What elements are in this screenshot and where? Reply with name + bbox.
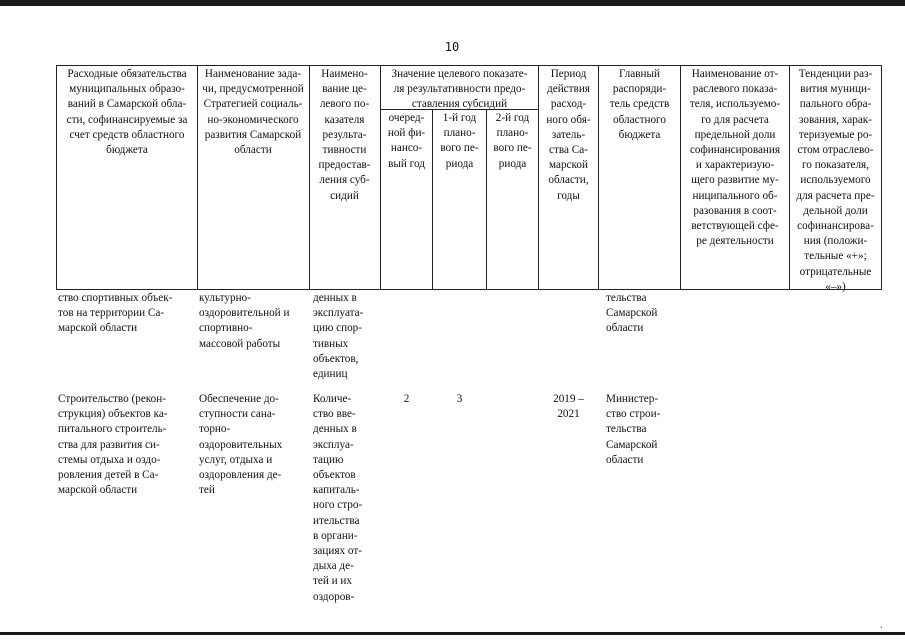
row2-validity-period: 2019 – 2021 <box>553 393 584 421</box>
top-border <box>0 0 905 6</box>
header-indicator-value: Значение целевого показате- ля результативности предо- ставления субсидий <box>391 68 528 111</box>
header-top-line <box>56 65 881 66</box>
row2-obligation: Строительство (рекон- струкция) объектов ка- питального строитель- ства для развития си- стемы отдыха и оздо- ровления детей в Са- марской области <box>58 393 168 497</box>
scan-mark: . <box>880 620 883 631</box>
bottom-border <box>0 632 905 635</box>
row2-task: Обеспечение до- ступности сана- торно- оздоровительных услуг, отдыха и оздоровления де- тей <box>199 393 283 497</box>
header-expenditure-obligations: Расходные обязательства муниципальных образо- ваний в Самарской обла- сти, софинансируемые за счет средств областного бюджета <box>66 68 188 157</box>
col-divider-8 <box>881 65 882 290</box>
header-sector-indicator: Наименование от- раслевого показа- теля, используемо- го для расчета предельной доли софинансирования и характеризую- щего развитие му- ниципального об- разования в соот- ветствующей сфе- ре деятельности <box>689 68 781 248</box>
row2-administrator: Министер- ство строи- тельства Самарской области <box>606 393 661 466</box>
header-chief-administrator: Главный распоряди- тель средств областного бюджета <box>609 68 670 141</box>
header-indicator-name: Наимено- вание це- левого по- казателя результа- тивности предостав- ления суб- сидий <box>318 68 371 202</box>
header-next-fiscal-year: очеред- ной фи- нансо- вый год <box>387 112 426 170</box>
row2-next-fiscal-year-value: 2 <box>403 393 410 405</box>
header-planning-year-1: 1-й год плано- вого пе- риода <box>440 112 479 170</box>
row1-indicator: денных в эксплуата- цию спор- тивных объектов, единиц <box>313 292 364 381</box>
col-divider-0 <box>56 65 57 290</box>
header-task-name: Наименование зада- чи, предусмотренной Стратегией социаль- но-экономического развития Самарской области <box>202 68 304 157</box>
row2-indicator: Количе- ство вве- денных в эксплуа- тацию объектов капиталь- ного стро- ительства в органи- зациях от- дыха де- тей и их оздоров- <box>313 393 363 603</box>
header-planning-year-2: 2-й год плано- вого пе- риода <box>493 112 532 170</box>
row1-administrator: тельства Самарской области <box>606 292 658 335</box>
row2-planning-year-1-value: 3 <box>456 393 463 405</box>
header-bottom-line <box>56 289 881 290</box>
row1-task: культурно- оздоровительной и спортивно- массовой работы <box>199 292 290 350</box>
header-validity-period: Период действия расход- ного обя- затель- ства Са- марской области, годы <box>546 68 591 202</box>
page-number: 10 <box>444 40 460 54</box>
header-development-trends: Тенденции раз- вития муници- пального обра- зования, харак- теризуемые ро- стом отраслево- го показателя, используемого для расчета пре- дельной доли софинансирова- ния (положи- тельные «+»; отрицательные «–») <box>796 68 875 293</box>
row1-obligation: ство спортивных объек- тов на территории Са- марской области <box>58 292 173 335</box>
